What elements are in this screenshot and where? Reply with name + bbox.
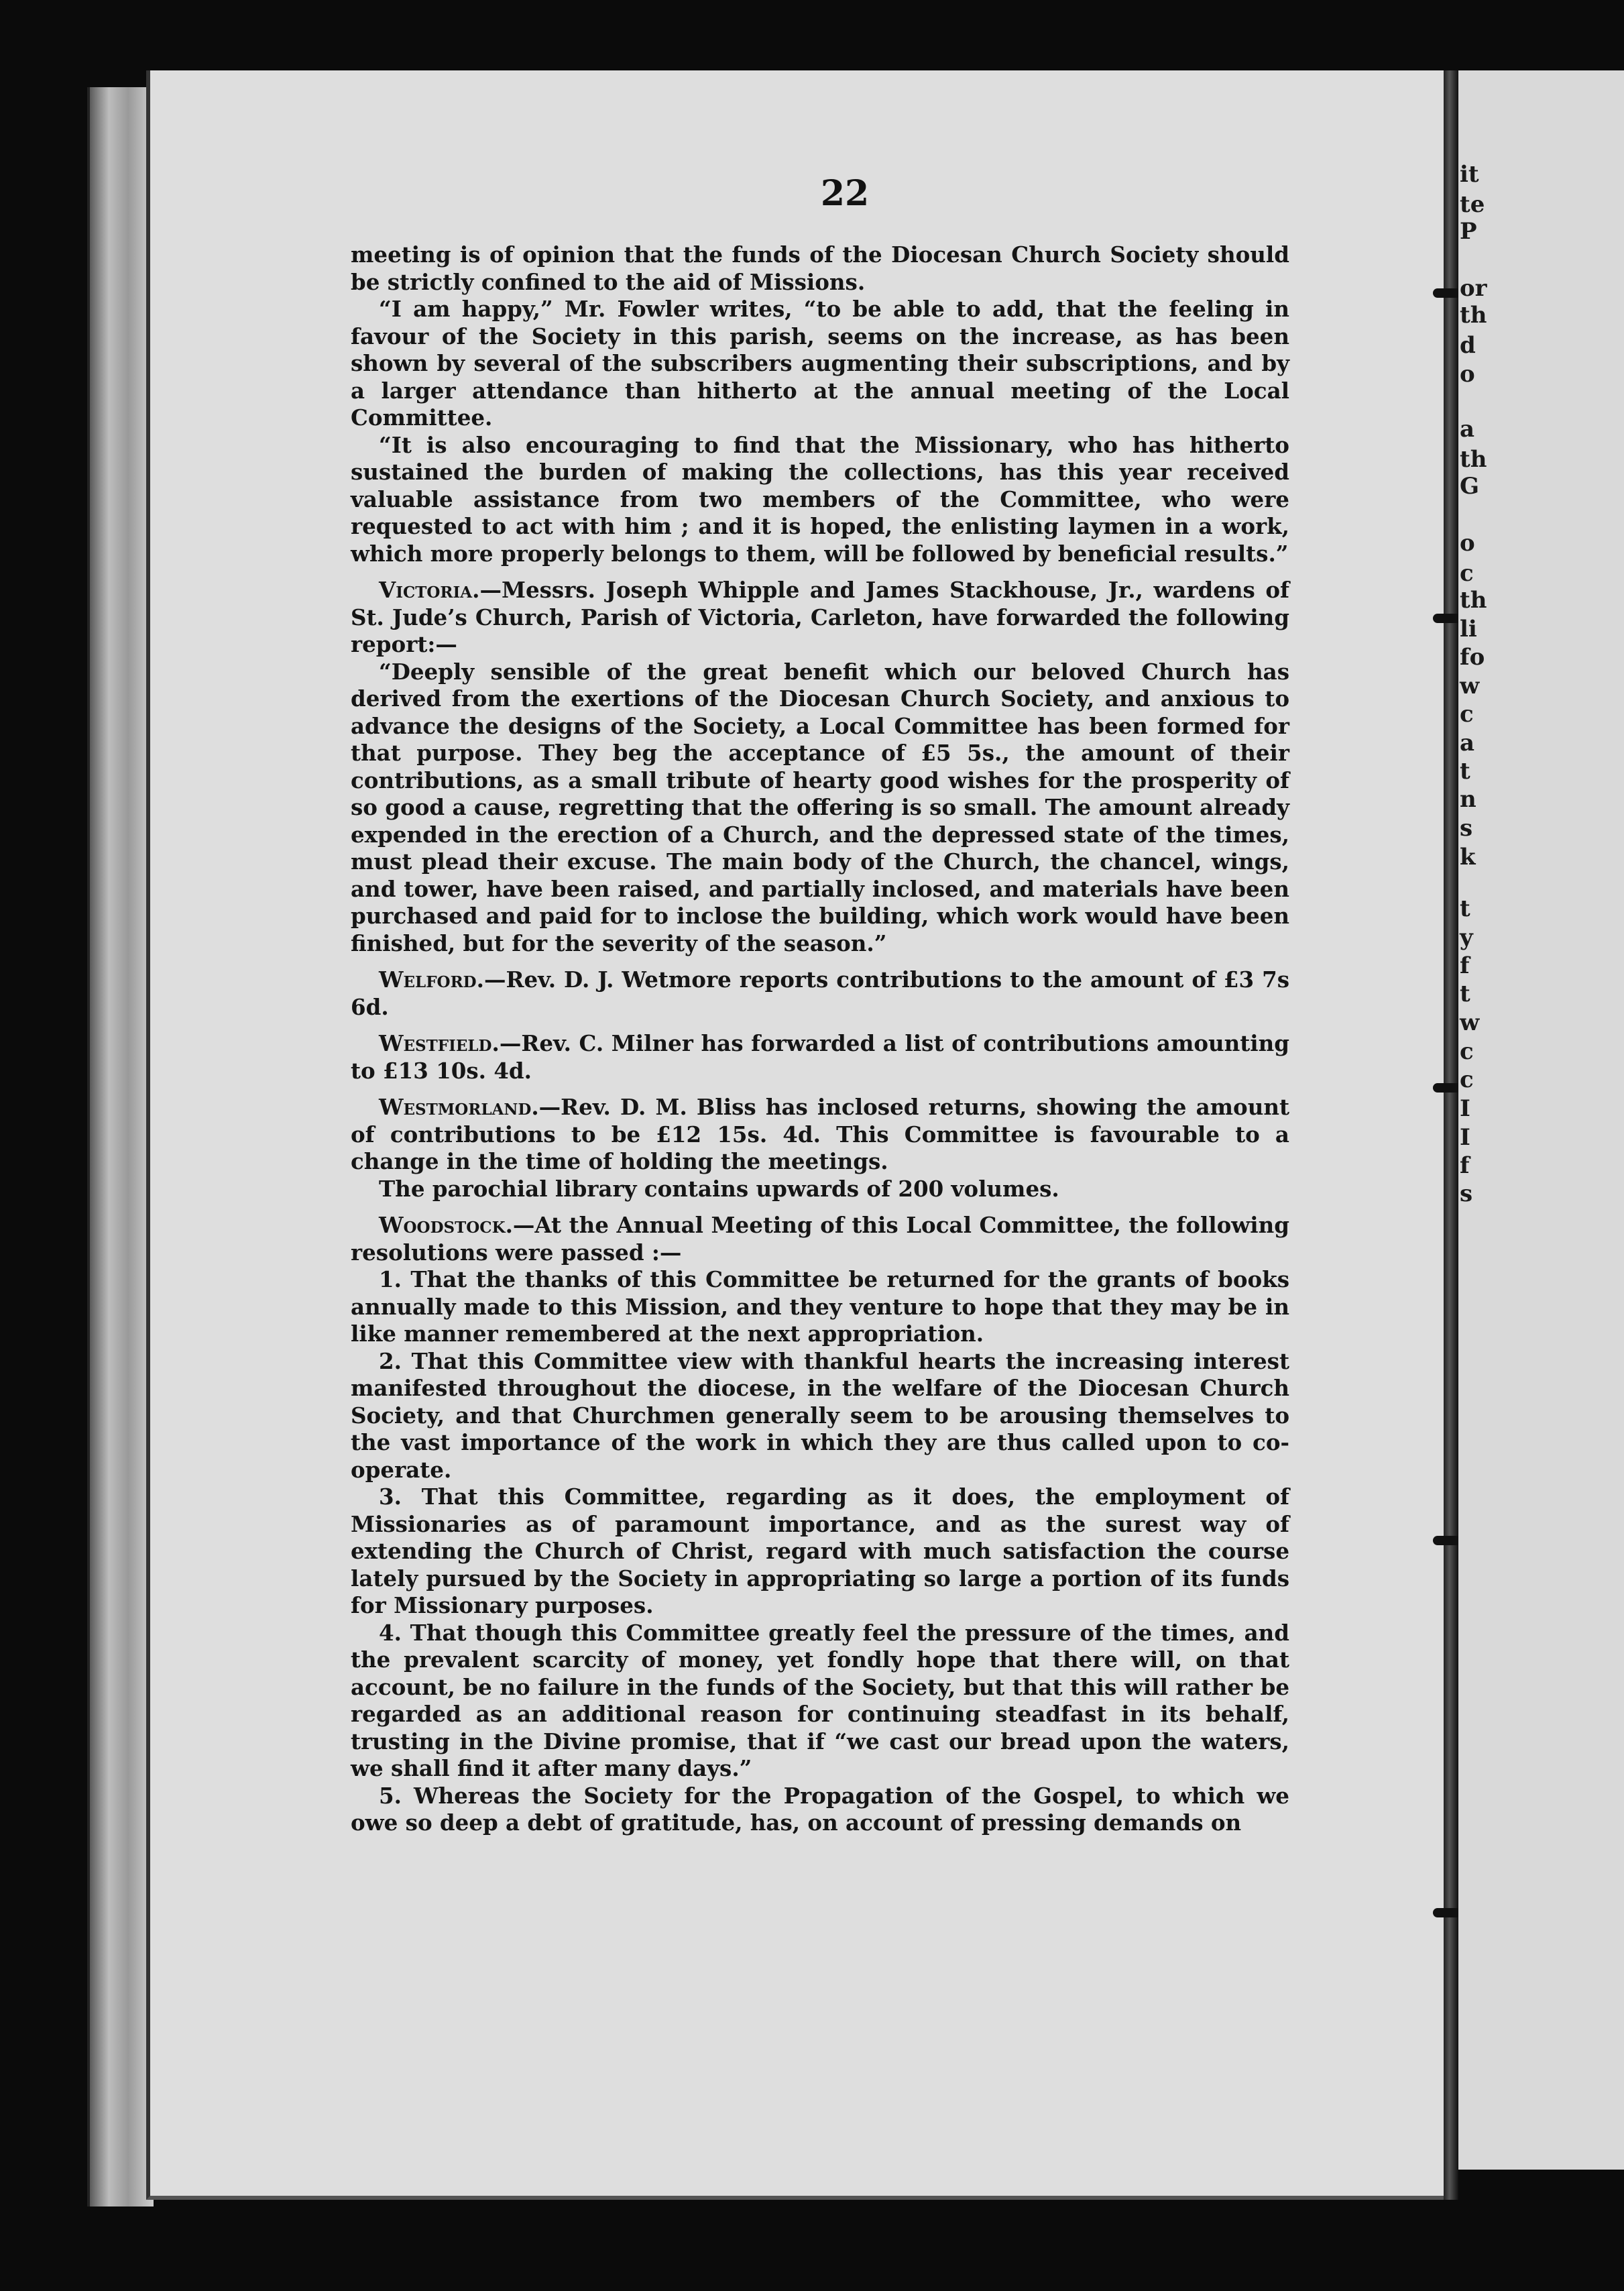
facing-page-text: it [1460,161,1479,188]
facing-page-text: c [1460,560,1474,587]
paragraph [351,659,1289,958]
parish-heading: Victoria. [379,577,480,603]
paragraph [351,1266,1289,1348]
facing-page-text: w [1460,1009,1480,1036]
facing-page-text: k [1460,844,1476,871]
paragraph-text: “It is also encouraging to find that the Missionary, who has hitherto sustained the burden of making the collections, has this year received valuable assistance from two members of the Committee, who were requested to act with him ; and it is hoped, the enlisting laymen in a work, which more properly belongs to them, will be followed by beneficial results.” [351,431,1289,567]
facing-page-text: te [1460,191,1485,218]
facing-page-text: I [1460,1095,1470,1122]
facing-page-text: t [1460,895,1470,922]
paragraph [351,296,1289,432]
paragraph-text: meeting is of opinion that the funds of the Diocesan Church Society should be strictly confined to the aid of Missions. [351,241,1289,295]
paragraph [351,966,1289,1021]
paragraph-text: “I am happy,” Mr. Fowler writes, “to be able to add, that the feeling in favour of the Society in this parish, seems on the increase, as has been shown by several of the subscribers augmenting their subscriptions, and by a larger attendance than hitherto at the annual meeting of the Local Committee. [351,296,1289,431]
facing-page-text: li [1460,616,1477,642]
paragraph [351,1783,1289,1837]
facing-page-text: s [1460,815,1473,842]
facing-page-text: o [1460,361,1475,388]
paragraph-text: —Rev. D. J. Wetmore reports contributions to the amount of £3 7s 6d. [351,966,1289,1020]
facing-page-text: d [1460,332,1476,359]
paragraph-text: —Rev. C. Milner has forwarded a list of contributions amounting to £13 10s. 4d. [351,1030,1289,1084]
paragraph-text: —At the Annual Meeting of this Local Committee, the following resolutions were passed :— [351,1212,1289,1266]
facing-page-text: t [1460,981,1470,1007]
facing-page-text: c [1460,701,1474,728]
paragraph [351,1094,1289,1176]
paragraph [351,1030,1289,1084]
facing-page-text: s [1460,1180,1473,1207]
paragraph [351,1212,1289,1266]
book-spine [1444,70,1458,2200]
facing-page-text: a [1460,416,1475,443]
facing-page-text: t [1460,758,1470,785]
page-number: 22 [820,173,870,214]
paragraph-text: —Rev. D. M. Bliss has inclosed returns, showing the amount of contributions to be £12 15s. 4d. This Committee is favourable to a change in the time of holding the meetings. [351,1094,1289,1174]
paragraph [351,577,1289,659]
facing-page-text: y [1460,924,1473,951]
facing-page-text: P [1460,218,1477,245]
paragraph-text: “Deeply sensible of the great benefit which our beloved Church has derived from the exertions of the Diocesan Church Society, and anxious to advance the designs of the Society, a Local Committee has been formed for that purpose. They beg the acceptance of £5 5s., the amount of their contributions, as a small tribute of hearty good wishes for the prosperity of so good a cause, regretting that the offering is so small. The amount already expended in the erection of a Church, and the depressed state of the times, must plead their excuse. The main body of the Church, the chancel, wings, and tower, have been raised, and partially inclosed, and materials have been purchased and paid for to inclose the building, which work would have been finished, but for the severity of the season.” [351,658,1289,956]
facing-page-text: n [1460,786,1476,813]
facing-page-text: th [1460,446,1487,473]
parish-heading: Westmorland. [379,1094,539,1120]
paragraph [351,432,1289,568]
facing-page-text: f [1460,1152,1470,1179]
paragraph [351,241,1289,296]
paragraph-text: —Messrs. Joseph Whipple and James Stackhouse, Jr., wardens of St. Jude’s Church, Parish of Victoria, Carleton, have forwarded the following report:— [351,577,1289,657]
facing-page-text: th [1460,302,1487,329]
paragraph [351,1348,1289,1484]
parish-heading: Westfield. [379,1030,500,1056]
facing-page-text: or [1460,275,1487,302]
facing-page-text: fo [1460,644,1485,671]
facing-page-text: th [1460,587,1487,614]
facing-page-text: c [1460,1066,1474,1093]
page-body-text [351,241,1289,1837]
paragraph-text: 3. That this Committee, regarding as it does, the employment of Missionaries as of paramount importance, and as the surest way of extending the Church of Christ, regard with much satisfaction the course lately pursued by the Society in appropriating so large a portion of its funds for Missionary purposes. [351,1484,1289,1618]
paragraph [351,1176,1289,1203]
paragraph [351,1620,1289,1783]
page-stack-edge [87,87,154,2206]
parish-heading: Woodstock. [379,1212,513,1238]
paragraph-text: 4. That though this Committee greatly feel the pressure of the times, and the prevalent scarcity of money, yet fondly hope that there will, on that account, be no failure in the funds of the Society, but that this will rather be regarded as an additional reason for continuing steadfast in its behalf, trusting in the Divine promise, that if “we cast our bread upon the waters, we shall find it after many days.” [351,1619,1289,1781]
facing-page-text: a [1460,730,1475,757]
facing-page-text: G [1460,473,1480,500]
facing-page-text: f [1460,952,1470,979]
facing-page-text: o [1460,530,1475,557]
facing-page-text: w [1460,673,1480,700]
parish-heading: Welford. [379,966,484,993]
facing-page-text: I [1460,1124,1470,1151]
paragraph-text: 2. That this Committee view with thankful hearts the increasing interest manifested throughout the diocese, in the welfare of the Diocesan Church Society, and that Churchmen generally seem to be arousing themselves to the vast importance of the work in which they are thus called upon to co-operate. [351,1347,1289,1483]
paragraph [351,1484,1289,1620]
facing-page-text: c [1460,1038,1474,1065]
paragraph-text: 1. That the thanks of this Committee be returned for the grants of books annually made to this Mission, and they venture to hope that they may be in like manner remembered at the next appropriation. [351,1266,1289,1347]
facing-page-fragment [1458,70,1624,2170]
paragraph-text: The parochial library contains upwards of 200 volumes. [379,1175,1059,1202]
paragraph-text: 5. Whereas the Society for the Propagation of the Gospel, to which we owe so deep a debt of gratitude, has, on account of pressing demands on [351,1782,1289,1836]
